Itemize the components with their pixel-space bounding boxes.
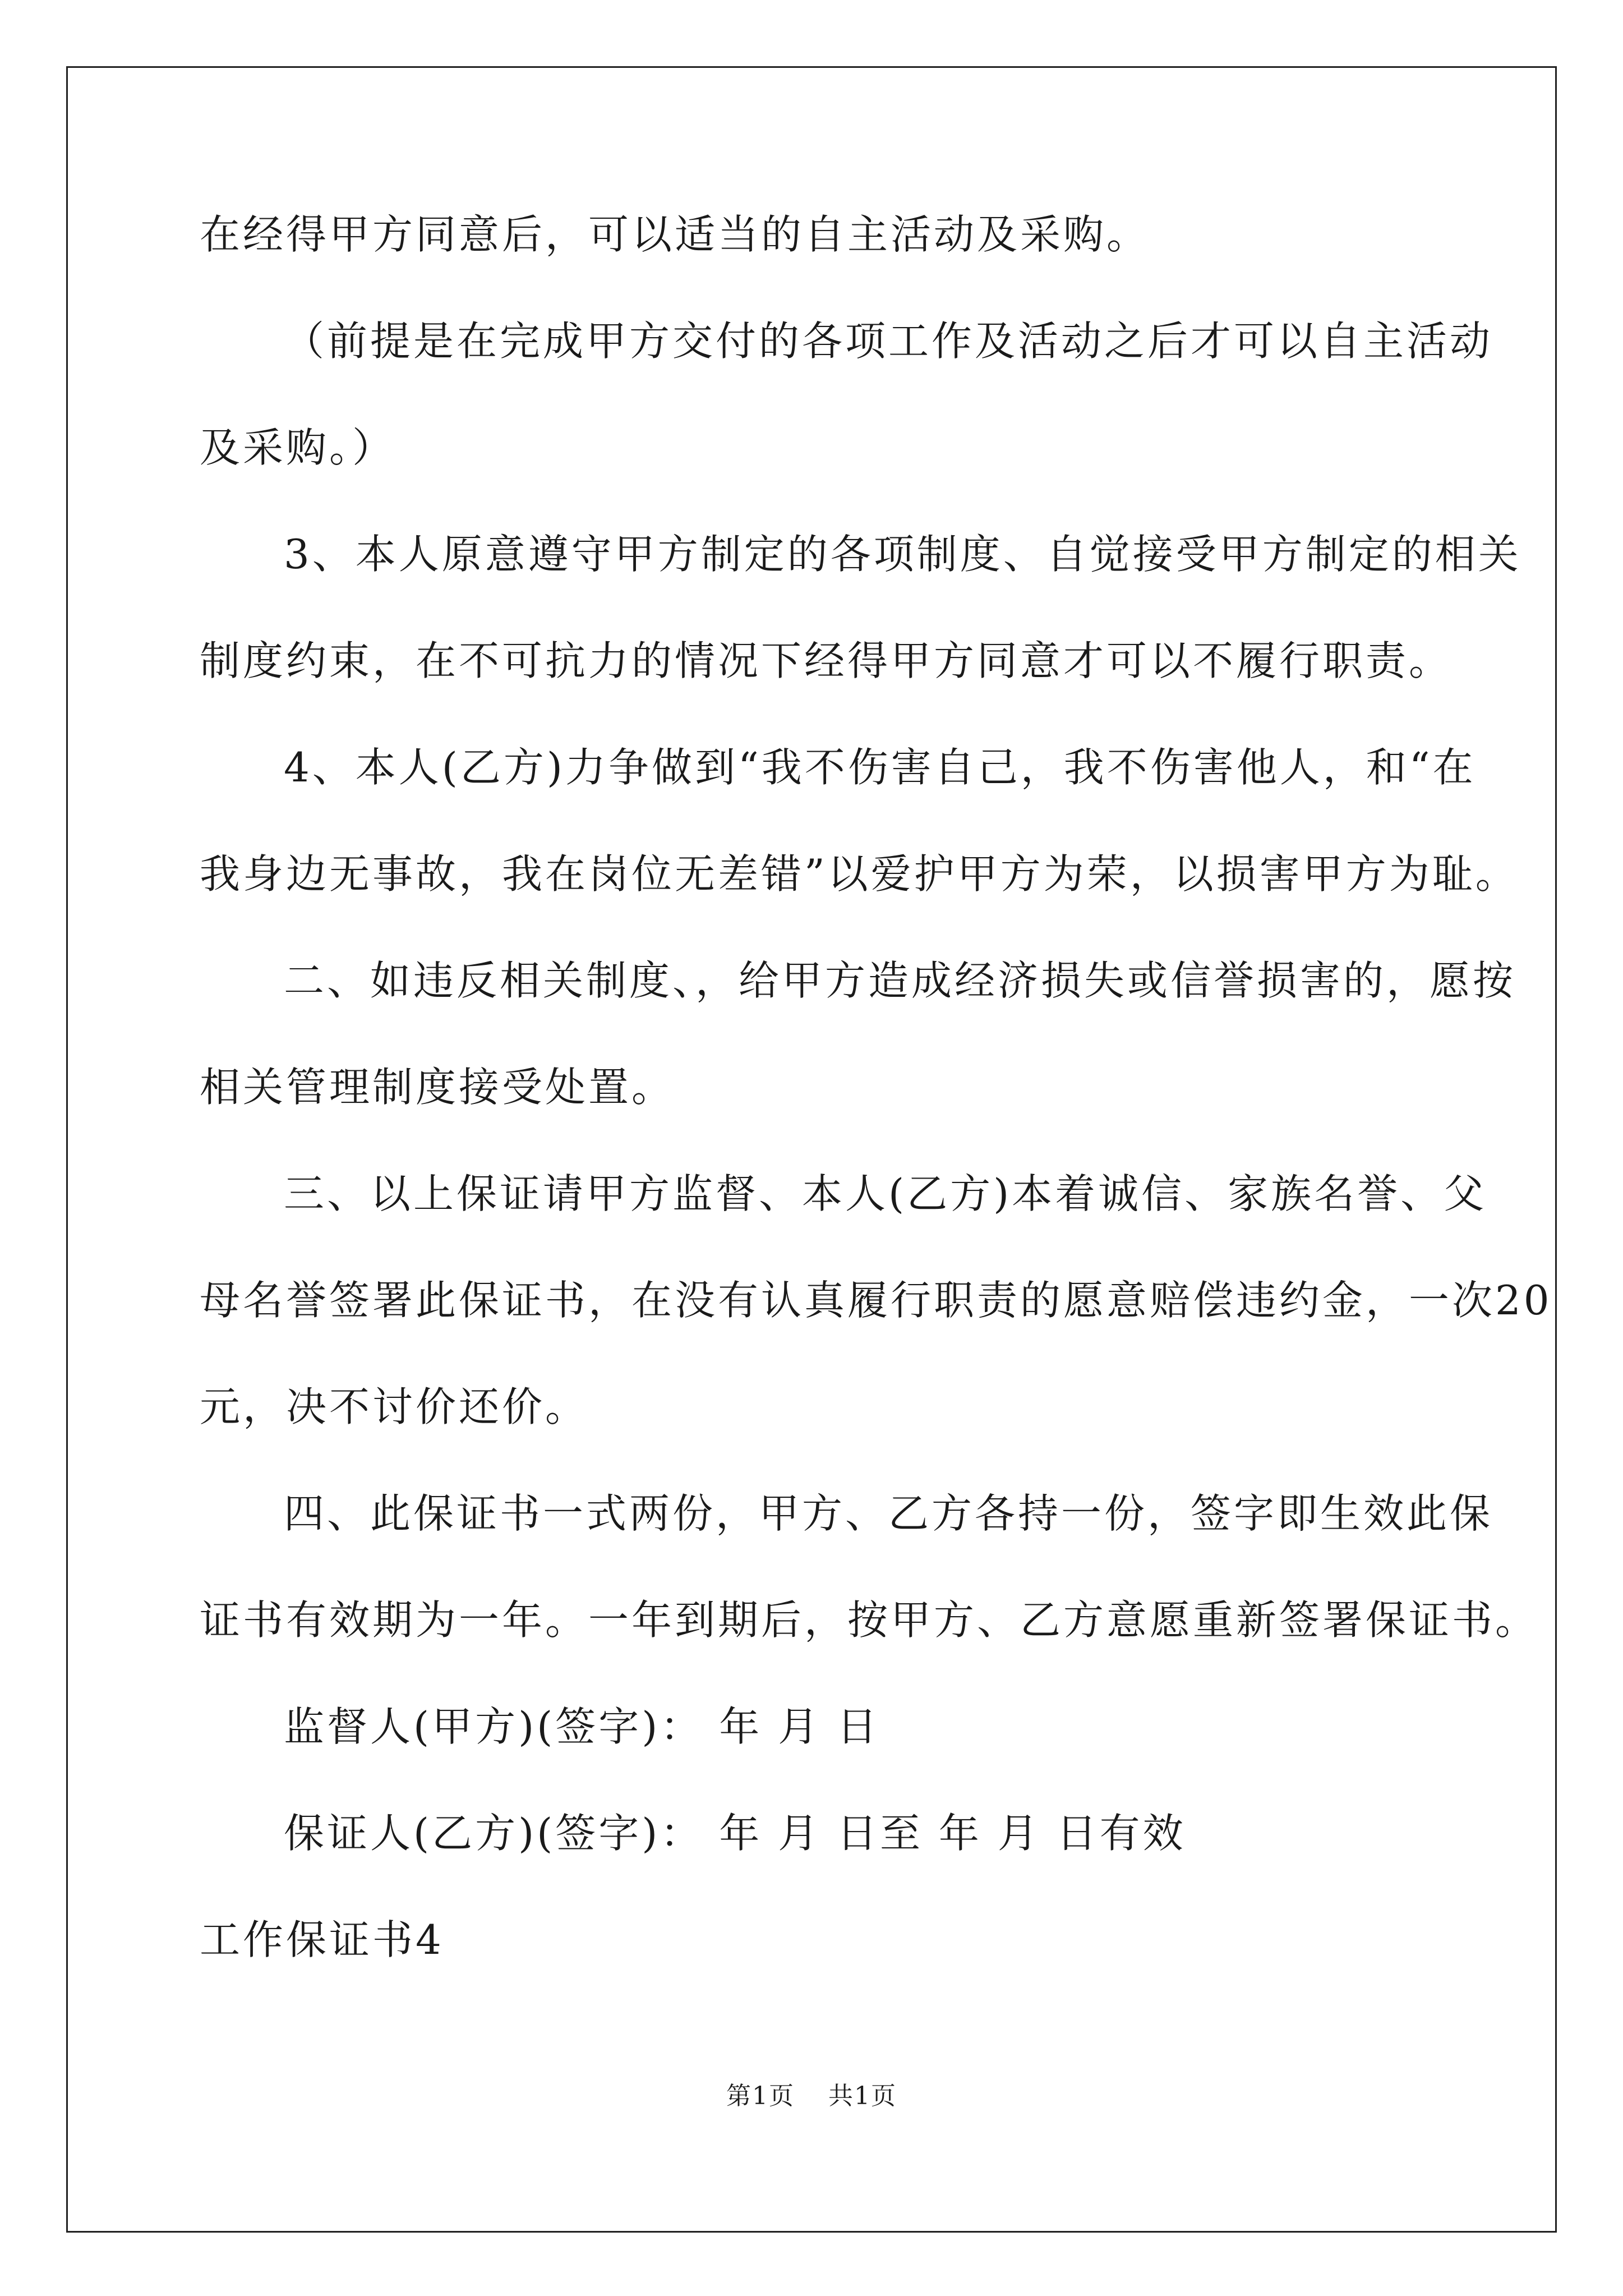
text-line: 二、如违反相关制度、，给甲方造成经济损失或信誉损害的，愿按 [284,957,1516,1004]
text-line: 及采购。） [200,424,396,471]
signature-line-supervisor: 监督人(甲方)(签字)： 年 月 日 [284,1703,880,1750]
page-border [66,66,1557,2233]
page-total: 共1页 [828,2082,897,2110]
text-line: 相关管理制度接受处置。 [200,1064,675,1111]
text-line: 母名誉签署此保证书，在没有认真履行职责的愿意赔偿违约金，一次20 [200,1277,1552,1324]
text-line: 在经得甲方同意后，可以适当的自主活动及采购。 [200,211,1150,258]
text-line: 三、以上保证请甲方监督、本人(乙方)本着诚信、家族名誉、父 [284,1170,1487,1217]
text-line: 四、此保证书一式两份，甲方、乙方各持一份，签字即生效此保 [284,1490,1493,1537]
signature-line-guarantor: 保证人(乙方)(签字)： 年 月 日至 年 月 日有效 [284,1810,1186,1857]
section-heading: 工作保证书4 [200,1916,444,1963]
text-line: 3、本人原意遵守甲方制定的各项制度、自觉接受甲方制定的相关 [284,531,1521,578]
page-footer [0,2076,1623,2111]
text-line: 制度约束，在不可抗力的情况下经得甲方同意才可以不履行职责。 [200,637,1453,684]
page-number: 第1页 [726,2082,795,2110]
text-line: 证书有效期为一年。一年到期后，按甲方、乙方意愿重新签署保证书。 [200,1596,1539,1644]
text-line: 元，决不讨价还价。 [200,1383,589,1430]
text-line: 4、本人(乙方)力争做到“我不伤害自己，我不伤害他人，和“在 [284,744,1476,791]
text-line: 我身边无事故，我在岗位无差错”以爱护甲方为荣，以损害甲方为耻。 [200,850,1519,898]
text-line: （前提是在完成甲方交付的各项工作及活动之后才可以自主活动 [284,318,1493,365]
